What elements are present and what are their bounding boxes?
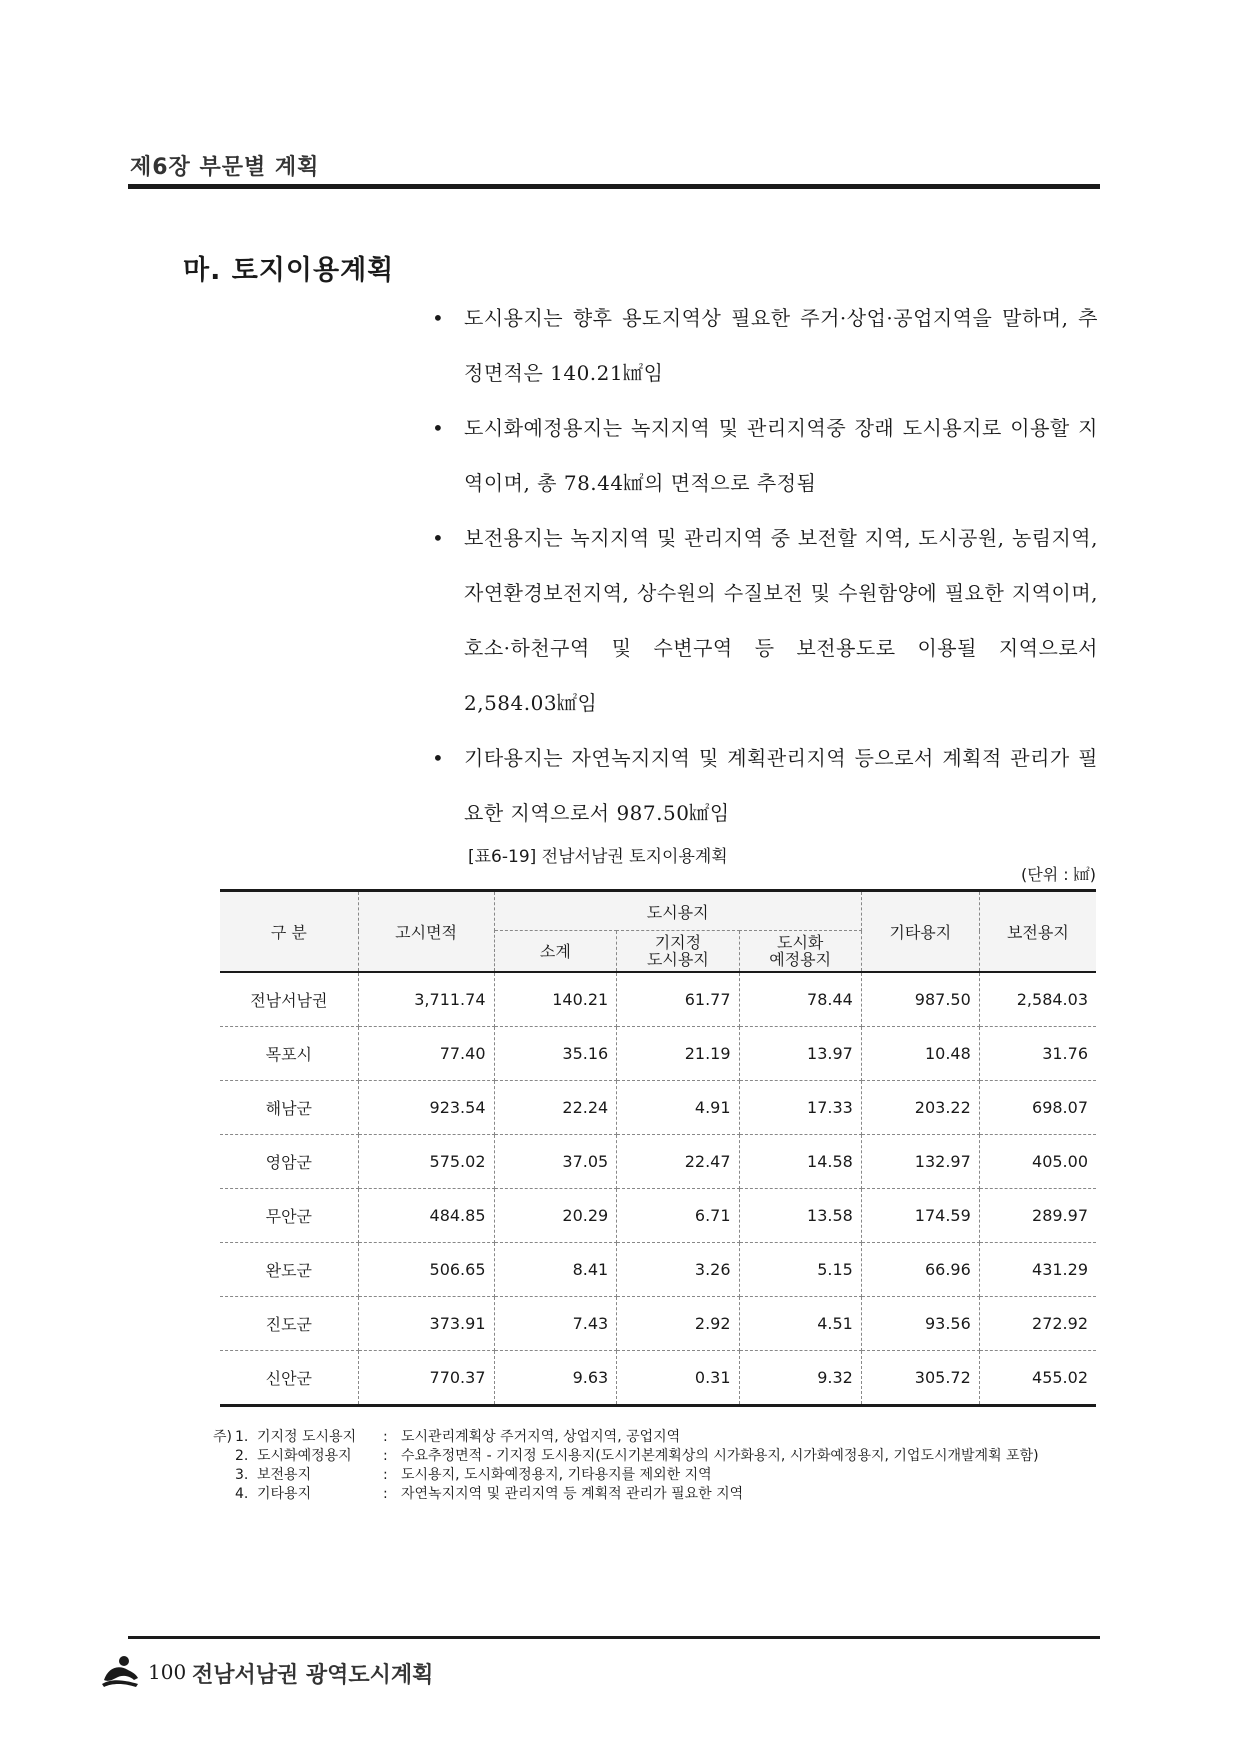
cell-existing: 22.47 — [617, 1135, 739, 1189]
bullet-icon: • — [432, 306, 445, 330]
cell-existing: 6.71 — [617, 1189, 739, 1243]
cell-existing: 3.26 — [617, 1243, 739, 1297]
cell-planned: 17.33 — [739, 1081, 861, 1135]
cell-region: 진도군 — [220, 1297, 358, 1351]
cell-notified: 373.91 — [358, 1297, 494, 1351]
cell-other: 93.56 — [861, 1297, 979, 1351]
cell-region: 영암군 — [220, 1135, 358, 1189]
cell-subtotal: 20.29 — [494, 1189, 617, 1243]
note-colon: : — [383, 1486, 388, 1502]
cell-other: 203.22 — [861, 1081, 979, 1135]
note-desc: 수요추정면적 - 기지정 도시용지(도시기본계획상의 시가화용지, 시가화예정용지, 기업도시개발계획 포함) — [401, 1448, 1039, 1464]
cell-other: 305.72 — [861, 1351, 979, 1406]
page-number: 100 — [148, 1660, 187, 1684]
cell-region: 목포시 — [220, 1027, 358, 1081]
cell-existing: 0.31 — [617, 1351, 739, 1406]
note-desc: 자연녹지지역 및 관리지역 등 계획적 관리가 필요한 지역 — [401, 1486, 744, 1502]
note-number: 2. — [235, 1448, 249, 1464]
note-item — [213, 1466, 1103, 1485]
header-existing-urban-line1: 기지정 — [654, 933, 702, 952]
bullet-icon: • — [432, 746, 445, 770]
header-division: 구 분 — [220, 891, 358, 973]
cell-notified: 3,711.74 — [358, 972, 494, 1027]
cell-other: 987.50 — [861, 972, 979, 1027]
cell-planned: 13.97 — [739, 1027, 861, 1081]
cell-other: 66.96 — [861, 1243, 979, 1297]
table-row — [220, 1351, 1096, 1406]
cell-region: 해남군 — [220, 1081, 358, 1135]
footer-title: 전남서남권 광역도시계획 — [192, 1663, 434, 1688]
cell-conservation: 31.76 — [979, 1027, 1096, 1081]
cell-notified: 770.37 — [358, 1351, 494, 1406]
bullet-text: 기타용지는 자연녹지지역 및 계획관리지역 등으로서 계획적 관리가 필요한 지역으로서 987.50㎢임 — [464, 746, 1098, 825]
cell-conservation: 455.02 — [979, 1351, 1096, 1406]
table-row — [220, 1297, 1096, 1351]
cell-notified: 923.54 — [358, 1081, 494, 1135]
cell-other: 132.97 — [861, 1135, 979, 1189]
bullet-item — [430, 731, 1098, 841]
bullet-item — [430, 291, 1098, 401]
cell-notified: 506.65 — [358, 1243, 494, 1297]
cell-region: 완도군 — [220, 1243, 358, 1297]
cell-subtotal: 37.05 — [494, 1135, 617, 1189]
note-number: 4. — [235, 1486, 249, 1502]
cell-existing: 4.91 — [617, 1081, 739, 1135]
bullet-item — [430, 401, 1098, 511]
note-colon: : — [383, 1429, 388, 1445]
note-number: 3. — [235, 1467, 249, 1483]
table-row — [220, 1135, 1096, 1189]
header-planned-urban-line2: 예정용지 — [769, 950, 832, 969]
note-term: 기타용지 — [257, 1486, 312, 1502]
header-notified-area: 고시면적 — [358, 891, 494, 973]
bullet-icon: • — [432, 416, 445, 440]
bullet-text: 도시화예정용지는 녹지지역 및 관리지역중 장래 도시용지로 이용할 지역이며, 총 78.44㎢의 면적으로 추정됨 — [464, 416, 1098, 495]
bullet-item — [430, 511, 1098, 731]
cell-notified: 484.85 — [358, 1189, 494, 1243]
footer-rule — [128, 1636, 1100, 1639]
cell-subtotal: 35.16 — [494, 1027, 617, 1081]
emblem-icon — [98, 1652, 142, 1692]
note-term: 보전용지 — [257, 1467, 312, 1483]
table-row — [220, 1243, 1096, 1297]
table-row — [220, 972, 1096, 1027]
header-conservation-land: 보전용지 — [979, 891, 1096, 973]
cell-existing: 61.77 — [617, 972, 739, 1027]
header-subtotal: 소계 — [494, 931, 617, 973]
header-existing-urban — [617, 931, 739, 973]
cell-planned: 4.51 — [739, 1297, 861, 1351]
note-item — [213, 1485, 1103, 1504]
note-desc: 도시용지, 도시화예정용지, 기타용지를 제외한 지역 — [401, 1467, 712, 1483]
header-planned-urban — [739, 931, 861, 973]
cell-planned: 78.44 — [739, 972, 861, 1027]
chapter-header: 제6장 부문별 계획 — [130, 155, 320, 180]
cell-notified: 77.40 — [358, 1027, 494, 1081]
cell-subtotal: 9.63 — [494, 1351, 617, 1406]
cell-subtotal: 22.24 — [494, 1081, 617, 1135]
cell-conservation: 698.07 — [979, 1081, 1096, 1135]
cell-conservation: 431.29 — [979, 1243, 1096, 1297]
table-unit: (단위 : ㎢) — [1021, 865, 1096, 884]
cell-subtotal: 8.41 — [494, 1243, 617, 1297]
table-caption: [표6-19] 전남서남권 토지이용계획 — [468, 847, 728, 867]
note-term: 기지정 도시용지 — [257, 1429, 357, 1445]
cell-region: 전남서남권 — [220, 972, 358, 1027]
bullet-text: 도시용지는 향후 용도지역상 필요한 주거·상업·공업지역을 말하며, 추정면적은 140.21㎢임 — [464, 306, 1098, 385]
table-row — [220, 1081, 1096, 1135]
cell-planned: 13.58 — [739, 1189, 861, 1243]
cell-notified: 575.02 — [358, 1135, 494, 1189]
section-title: 마. 토지이용계획 — [183, 255, 395, 286]
cell-planned: 5.15 — [739, 1243, 861, 1297]
cell-existing: 2.92 — [617, 1297, 739, 1351]
cell-subtotal: 7.43 — [494, 1297, 617, 1351]
header-rule — [128, 184, 1100, 189]
cell-subtotal: 140.21 — [494, 972, 617, 1027]
cell-existing: 21.19 — [617, 1027, 739, 1081]
note-term: 도시화예정용지 — [257, 1448, 352, 1464]
header-existing-urban-line2: 도시용지 — [646, 950, 709, 969]
cell-other: 174.59 — [861, 1189, 979, 1243]
header-planned-urban-line1: 도시화 — [776, 933, 824, 952]
bullet-text: 보전용지는 녹지지역 및 관리지역 중 보전할 지역, 도시공원, 농림지역, 자연환경보전지역, 상수원의 수질보전 및 수원함양에 필요한 지역이며, 호소·하천구역 및 수변구역 등 보전용도로 이용될 지역으로서 2,584.03㎢임 — [464, 526, 1098, 715]
cell-conservation: 405.00 — [979, 1135, 1096, 1189]
cell-region: 신안군 — [220, 1351, 358, 1406]
note-number: 1. — [235, 1429, 249, 1445]
notes-prefix: 주) — [213, 1429, 232, 1445]
note-item — [213, 1447, 1103, 1466]
cell-conservation: 2,584.03 — [979, 972, 1096, 1027]
note-colon: : — [383, 1467, 388, 1483]
cell-conservation: 289.97 — [979, 1189, 1096, 1243]
cell-region: 무안군 — [220, 1189, 358, 1243]
cell-other: 10.48 — [861, 1027, 979, 1081]
header-other-land: 기타용지 — [861, 891, 979, 973]
note-colon: : — [383, 1448, 388, 1464]
note-desc: 도시관리계획상 주거지역, 상업지역, 공업지역 — [401, 1429, 681, 1445]
bullet-list — [430, 291, 1098, 841]
table-row — [220, 1027, 1096, 1081]
bullet-icon: • — [432, 526, 445, 550]
note-item — [213, 1428, 1103, 1447]
table-notes — [213, 1428, 1103, 1504]
cell-planned: 9.32 — [739, 1351, 861, 1406]
table-row — [220, 1189, 1096, 1243]
cell-conservation: 272.92 — [979, 1297, 1096, 1351]
header-urban-land: 도시용지 — [494, 891, 861, 931]
cell-planned: 14.58 — [739, 1135, 861, 1189]
land-use-table — [220, 889, 1096, 1407]
